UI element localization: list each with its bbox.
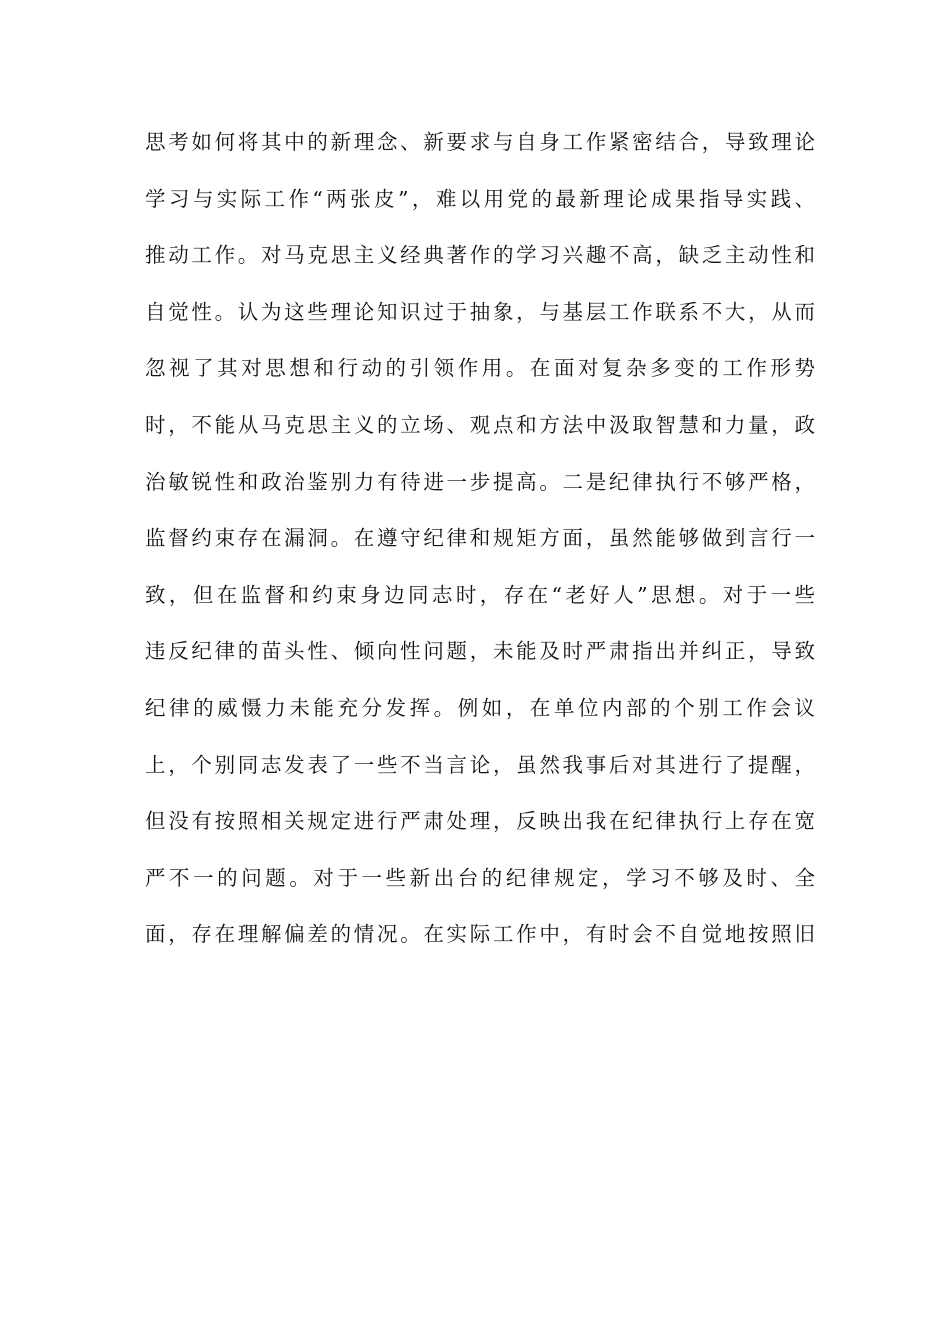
text-line: 推动工作。对马克思主义经典著作的学习兴趣不高，缺乏主动性和 (145, 243, 815, 268)
text-line: 严不一的问题。对于一些新出台的纪律规定，学习不够及时、全 (145, 865, 815, 890)
text-line: 监督约束存在漏洞。在遵守纪律和规矩方面，虽然能够做到言行一 (145, 526, 815, 551)
text-line: 治敏锐性和政治鉴别力有待进一步提高。二是纪律执行不够严格， (145, 469, 815, 494)
text-line: 忽视了其对思想和行动的引领作用。在面对复杂多变的工作形势 (145, 356, 815, 381)
text-line: 学习与实际工作“两张皮”，难以用党的最新理论成果指导实践、 (145, 186, 815, 211)
body-text (145, 122, 815, 971)
text-line: 思考如何将其中的新理念、新要求与自身工作紧密结合，导致理论 (145, 130, 815, 154)
text-line: 但没有按照相关规定进行严肃处理，反映出我在纪律执行上存在宽 (145, 809, 815, 834)
text-line: 致，但在监督和约束身边同志时，存在“老好人”思想。对于一些 (145, 582, 815, 607)
text-line: 违反纪律的苗头性、倾向性问题，未能及时严肃指出并纠正，导致 (145, 639, 815, 664)
text-line: 自觉性。认为这些理论知识过于抽象，与基层工作联系不大，从而 (145, 299, 815, 324)
text-line: 时，不能从马克思主义的立场、观点和方法中汲取智慧和力量，政 (145, 412, 815, 437)
text-line: 上，个别同志发表了一些不当言论，虽然我事后对其进行了提醒， (145, 752, 815, 777)
text-line: 面，存在理解偏差的情况。在实际工作中，有时会不自觉地按照旧 (145, 922, 815, 947)
text-line: 纪律的威慑力未能充分发挥。例如，在单位内部的个别工作会议 (145, 695, 815, 720)
